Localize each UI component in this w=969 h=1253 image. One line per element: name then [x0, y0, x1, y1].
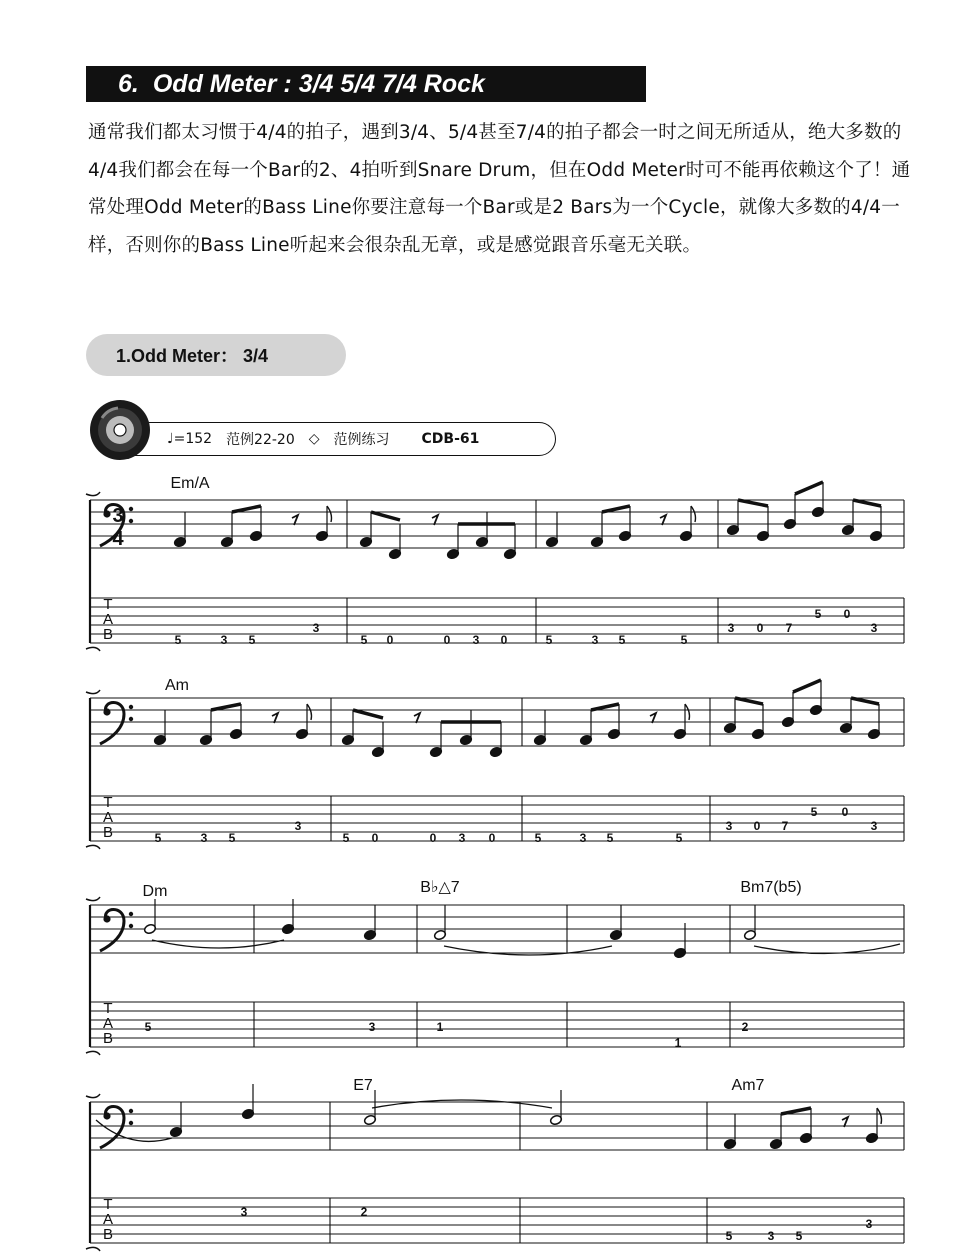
- tab-number: 0: [429, 831, 437, 845]
- note-flag: [877, 1108, 882, 1124]
- tab-number: 0: [443, 633, 451, 647]
- tab-number: 5: [534, 831, 542, 845]
- note-flag: [691, 506, 696, 522]
- bass-clef-icon: [100, 1107, 124, 1149]
- diamond-icon: ◇: [308, 431, 320, 447]
- note-beam: [211, 704, 241, 710]
- tab-number: 0: [500, 633, 508, 647]
- tab-number: 5: [342, 831, 350, 845]
- note-beam: [591, 704, 619, 710]
- tab-letter-b: B: [102, 824, 114, 841]
- chord-symbol: Am: [165, 677, 189, 694]
- tab-number: 3: [725, 819, 733, 833]
- tab-number: 3: [870, 819, 878, 833]
- note-beam: [232, 506, 261, 512]
- tab-number: 3: [579, 831, 587, 845]
- bass-clef-icon: [100, 910, 124, 952]
- time-signature-top: 3: [112, 505, 124, 527]
- note-beam: [781, 1108, 811, 1114]
- tab-number: 5: [545, 633, 553, 647]
- tab-number: 5: [725, 1229, 733, 1243]
- bass-clef-dot: [103, 1112, 110, 1119]
- note-flag: [685, 704, 690, 720]
- system-3: [86, 897, 904, 1055]
- practice-label: 范例练习: [333, 432, 390, 448]
- note-beam: [602, 506, 630, 512]
- tab-number: 3: [472, 633, 480, 647]
- tab-number: 0: [756, 621, 764, 635]
- tab-number: 0: [386, 633, 394, 647]
- tab-number: 1: [436, 1020, 444, 1034]
- bracket-hook: [86, 897, 100, 901]
- bass-clef-dot: [129, 507, 133, 511]
- bracket-hook: [86, 690, 100, 694]
- tab-letter-t: T: [103, 794, 113, 811]
- note-beam: [853, 500, 881, 506]
- tab-letter-b: B: [102, 1226, 114, 1243]
- tab-number: 5: [144, 1020, 152, 1034]
- time-signature-bottom: 4: [112, 528, 124, 550]
- bass-clef-dot: [103, 915, 110, 922]
- tab-number: 3: [865, 1217, 873, 1231]
- tab-number: 0: [488, 831, 496, 845]
- tab-letter-a: A: [102, 611, 114, 628]
- chord-symbol: E7: [353, 1077, 373, 1094]
- tab-number: 5: [814, 607, 822, 621]
- tab-number: 5: [174, 633, 182, 647]
- tab-number: 2: [360, 1205, 368, 1219]
- tab-number: 5: [795, 1229, 803, 1243]
- tab-number: 3: [767, 1229, 775, 1243]
- tab-number: 3: [200, 831, 208, 845]
- bass-clef-dot: [129, 705, 133, 709]
- bass-clef-dot: [129, 1109, 133, 1113]
- tab-letter-t: T: [103, 596, 113, 613]
- tab-number: 3: [870, 621, 878, 635]
- intro-paragraph: 通常我们都太习惯于4/4的拍子，遇到3/4、5/4甚至7/4的拍子都会一时之间无所适从，绝大多数的4/4我们都会在每一个Bar的2、4拍听到Snare Drum，但在Odd Meter时可不能再依赖这个了！通常处理Odd Meter的Bass Line你要注意每一个Bar或是2 Bars为一个Cycle，就像大多数的4/4一样，否则你的Bass Line听起来会很杂乱无章，或是感觉跟音乐毫无关联。: [88, 122, 911, 256]
- tab-number: 0: [753, 819, 761, 833]
- bass-clef-icon: [100, 703, 124, 745]
- subsection-label-text: 1.Odd Meter： 3/4: [116, 346, 269, 366]
- tab-number: 5: [154, 831, 162, 845]
- tab-number: 0: [841, 805, 849, 819]
- tab-number: 3: [458, 831, 466, 845]
- tab-letter-t: T: [103, 1000, 113, 1017]
- tab-letter-b: B: [102, 1030, 114, 1047]
- note-flag: [307, 704, 312, 720]
- bass-clef-dot: [103, 708, 110, 715]
- tab-number: 3: [727, 621, 735, 635]
- tab-number: 3: [240, 1205, 248, 1219]
- bass-clef-dot: [129, 717, 133, 721]
- tie: [754, 944, 900, 954]
- bass-clef-dot: [129, 1121, 133, 1125]
- system-1: [86, 492, 904, 651]
- bracket-hook: [86, 1247, 100, 1251]
- bass-clef-dot: [103, 510, 110, 517]
- note-beam: [353, 710, 383, 718]
- example-number: 范例22-20: [226, 432, 295, 448]
- tab-number: 2: [741, 1020, 749, 1034]
- tab-number: 3: [368, 1020, 376, 1034]
- section-number: 6.: [118, 69, 139, 98]
- chord-symbol: Bm7(b5): [740, 879, 802, 896]
- tab-number: 5: [228, 831, 236, 845]
- bass-clef-dot: [129, 912, 133, 916]
- note-beam: [793, 680, 821, 692]
- tab-number: 5: [618, 633, 626, 647]
- tab-number: 3: [220, 633, 228, 647]
- bracket-hook: [86, 1051, 100, 1055]
- tab-letter-a: A: [102, 1211, 114, 1228]
- tab-number: 0: [843, 607, 851, 621]
- note-beam: [795, 482, 823, 494]
- bass-clef-dot: [129, 519, 133, 523]
- tab-number: 1: [674, 1036, 682, 1050]
- tab-number: 3: [312, 621, 320, 635]
- chord-symbol: Am7: [731, 1077, 765, 1094]
- bracket-hook: [86, 1094, 100, 1098]
- tab-number: 5: [680, 633, 688, 647]
- tab-number: 5: [360, 633, 368, 647]
- bracket-hook: [86, 647, 100, 651]
- cd-track: CDB-61: [421, 431, 480, 447]
- note-beam: [851, 698, 879, 704]
- note-beam: [735, 698, 763, 704]
- bracket-hook: [86, 492, 100, 496]
- tab-number: 7: [785, 621, 793, 635]
- tab-letter-a: A: [102, 1015, 114, 1032]
- chord-symbol: Dm: [142, 883, 168, 900]
- tab-letter-a: A: [102, 809, 114, 826]
- tie: [444, 946, 612, 955]
- bass-clef-dot: [129, 924, 133, 928]
- tab-number: 0: [371, 831, 379, 845]
- chord-symbol: Em/A: [170, 475, 210, 492]
- tab-number: 3: [591, 633, 599, 647]
- tab-letter-t: T: [103, 1196, 113, 1213]
- note-beam: [371, 512, 400, 520]
- note-flag: [327, 506, 332, 522]
- tab-number: 7: [781, 819, 789, 833]
- tab-number: 3: [294, 819, 302, 833]
- section-title: Odd Meter : 3/4 5/4 7/4 Rock: [152, 69, 485, 98]
- tab-number: 5: [810, 805, 818, 819]
- tab-number: 5: [248, 633, 256, 647]
- tab-letter-b: B: [102, 626, 114, 643]
- tempo-marking: ♩=152: [167, 431, 213, 447]
- note-beam: [738, 500, 768, 506]
- tab-number: 5: [675, 831, 683, 845]
- tab-number: 5: [606, 831, 614, 845]
- bracket-hook: [86, 845, 100, 849]
- chord-symbol: B♭△7: [420, 879, 460, 896]
- tie: [372, 1100, 552, 1108]
